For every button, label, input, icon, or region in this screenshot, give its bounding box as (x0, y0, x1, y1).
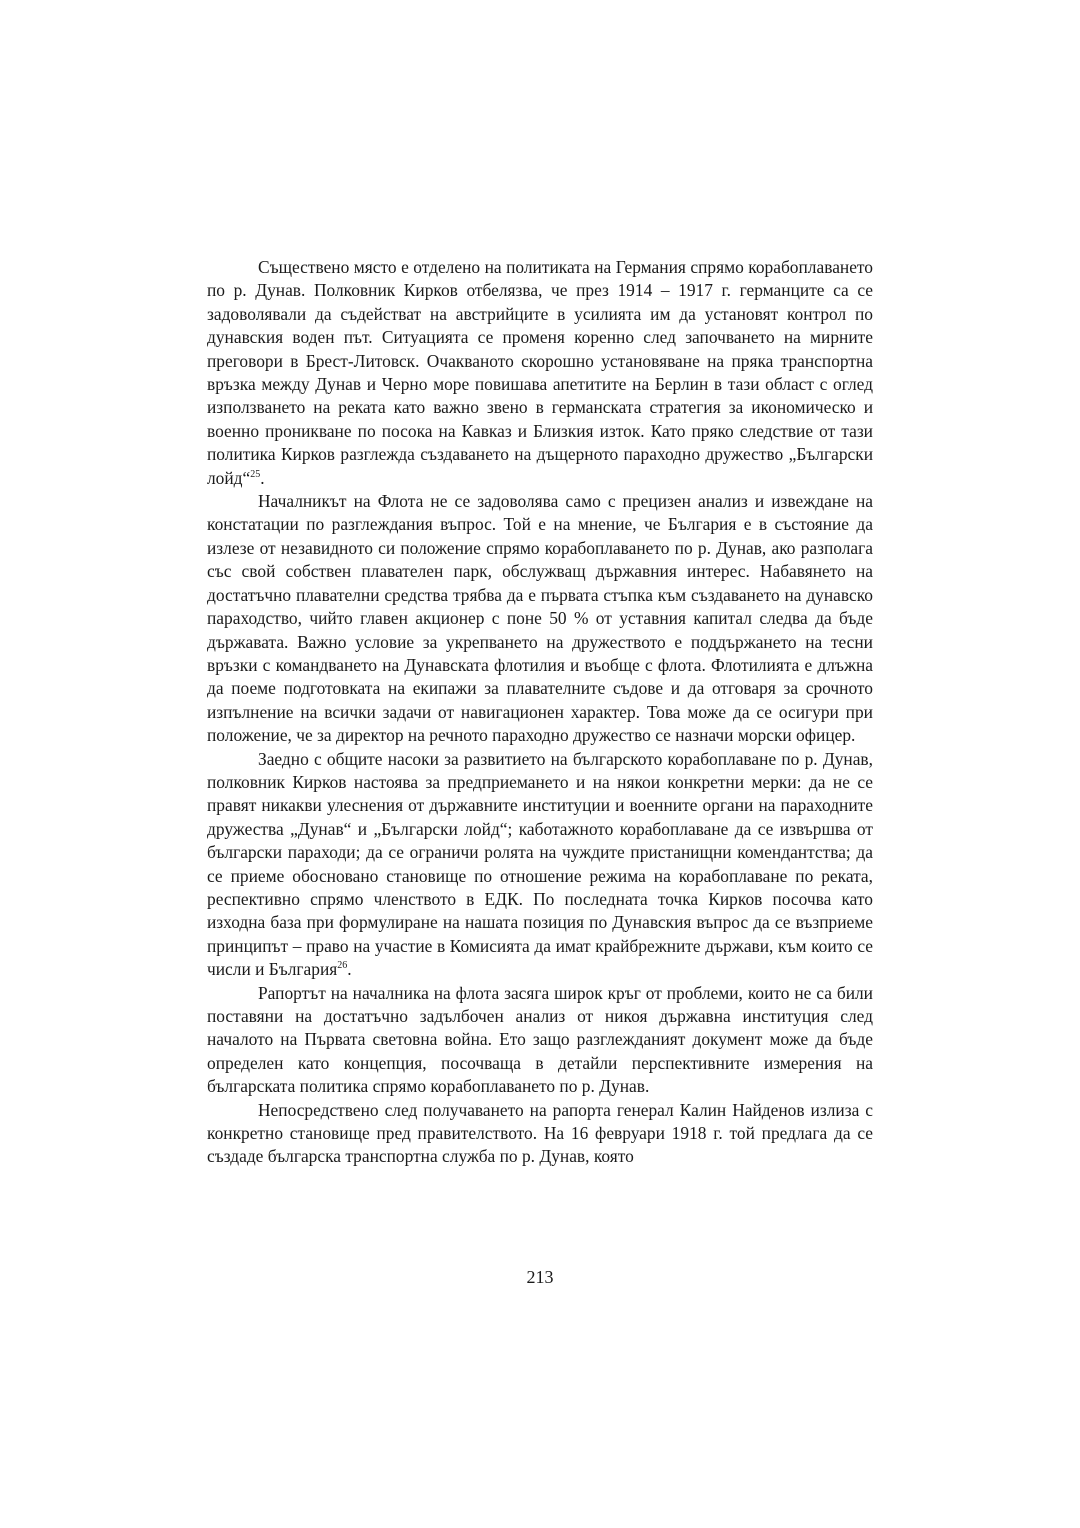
paragraph-1 (207, 256, 873, 490)
page-number: 213 (526, 1267, 554, 1287)
paragraph-3-text: Заедно с общите насоки за развитието на българското корабоплаване по р. Дунав, полковник Кирков настоява за предприемането и на някои конкретни мерки: да не се правят никакви улеснения от държавните институции и военните органи на параходните дружества „Дунав“ и „Български лойд“; каботажното корабоплаване да се извършва от български параходи; да се ограничи ролята на чуждите пристанищни комендантства; да се приеме обосновано становище по отношение режима на корабоплаване по реката, респективно спрямо членството в ЕДК. По последната точка Кирков посочва като изходна база при формулиране на нашата позиция по Дунавския въпрос да се възприеме принципът – право на участие в Комисията да имат крайбрежните държави, към които се числи и България (207, 748, 873, 980)
footnote-ref-26[interactable]: 26 (337, 960, 348, 972)
paragraph-5-text: Непосредствено след получаването на рапорта генерал Калин Найденов излиза с конкретно становище пред правителството. На 16 февруари 1918 г. той предлага да се създаде българска транспортна служба по р. Дунав, която (207, 1099, 873, 1167)
paragraph-1-end: . (260, 467, 265, 488)
paragraph-4 (207, 982, 873, 1099)
paragraph-5 (207, 1099, 873, 1169)
footnote-ref-25[interactable]: 25 (250, 468, 261, 480)
paragraph-3-end: . (347, 959, 352, 980)
paragraph-2 (207, 490, 873, 747)
paragraph-2-text: Началникът на Флота не се задоволява само с прецизен анализ и извеждане на констатации по разглеждания въпрос. Той е на мнение, че България е в състояние да излезе от незавидното си положение спрямо корабоплаването по р. Дунав, ако разполага със свой собствен плавателен парк, обслужващ държавния интерес. Набавянето на достатъчно плавателни средства трябва да е първата стъпка към създаването на дунавско параходство, чийто главен акционер с поне 50 % от уставния капитал следва да бъде държавата. Важно условие за укрепването на дружеството е поддържането на тесни връзки с командването на Дунавската флотилия и въобще с флота. Флотилията е длъжна да поеме подготовката на екипажи за плавателните съдове и да отговаря за срочното изпълнение на всички задачи от навигационен характер. Това може да се осигури при положение, че за директор на речното параходно дружество се назначи морски офицер. (207, 491, 873, 746)
paragraph-4-text: Рапортът на началника на флота засяга широк кръг от проблеми, които не са били поставяни на достатъчно задълбочен анализ от никоя държавна институция след началото на Първата световна война. Ето защо разглежданият документ може да бъде определен като концепция, посочваща в детайли перспективните измерения на българската политика спрямо корабоплаването по р. Дунав. (207, 982, 873, 1097)
body-text (207, 256, 873, 1169)
paragraph-3 (207, 748, 873, 982)
paragraph-1-text: Съществено място е отделено на политиката на Германия спрямо корабоплаването по р. Дунав. Полковник Кирков отбелязва, че през 1914 – 1917 г. германците са се задоволявали да съдействат на австрийците в усилията им да установят контрол по дунавския воден път. Ситуацията се променя коренно след започването на мирните преговори в Брест-Литовск. Очакваното скорошно установяване на пряка транспортна връзка между Дунав и Черно море повишава апетитите на Берлин в тази област с оглед използването на реката като важно звено в германската стратегия за икономическо и военно проникване по посока на Кавказ и Близкия изток. Като пряко следствие от тази политика Кирков разглежда създаването на дъщерното параходно дружество „Български лойд“ (207, 257, 873, 488)
